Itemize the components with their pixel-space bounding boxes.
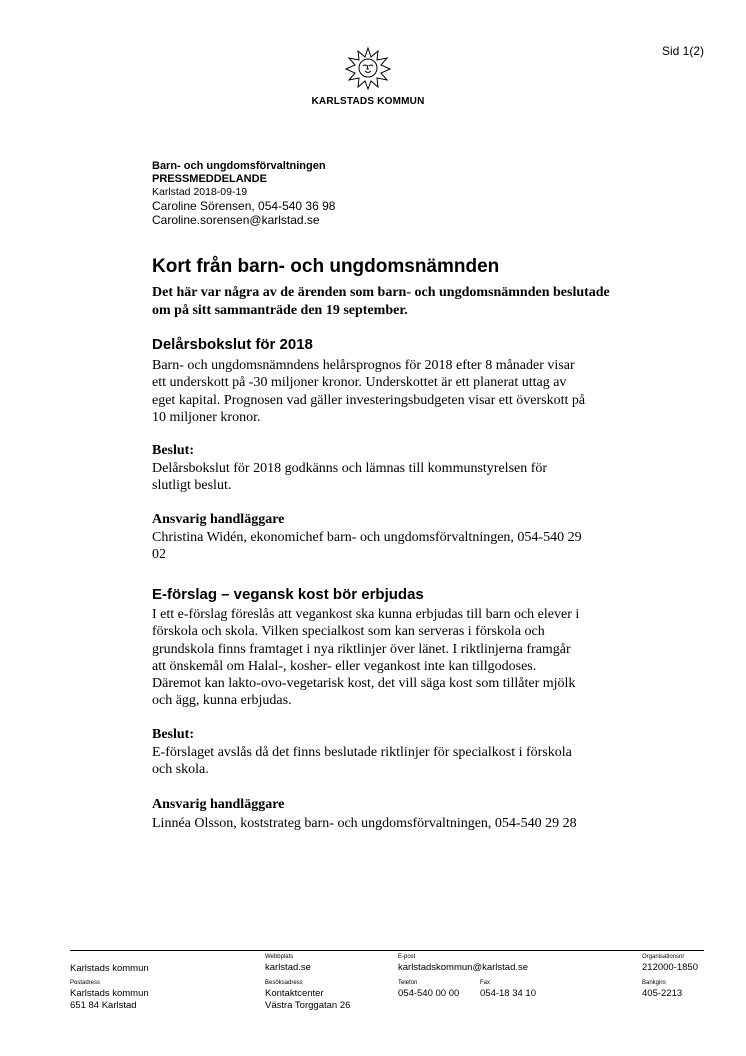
- decision-text: [152, 744, 622, 779]
- officer-label: Ansvarig handläggare: [152, 512, 285, 527]
- footer-orgnr-label: Organisationsnr: [642, 954, 685, 960]
- decision-label: Beslut:: [152, 727, 194, 742]
- footer-fax: 054-18 34 10: [480, 988, 536, 999]
- body-line: grundskola finns framtaget i nya riktlinjer över länet. I riktlinjerna framgår: [152, 641, 571, 657]
- header-logo: [298, 46, 438, 107]
- footer-orgnr: 212000-1850: [642, 962, 698, 973]
- footer-visit-label: Besöksadress: [265, 980, 303, 986]
- body-line: eget kapital. Prognosen vad gäller investeringsbudgeten visar ett överskott på: [152, 392, 586, 408]
- footer-visit-line1: Kontaktcenter: [265, 988, 324, 999]
- decision-text: [152, 460, 622, 495]
- org-name: KARLSTADS KOMMUN: [311, 96, 425, 107]
- decision-line: E-förslaget avslås då det finns beslutade riktlinjer för specialkost i förskola: [152, 745, 572, 760]
- officer-line: Christina Widén, ekonomichef barn- och ungdomsförvaltningen, 054-540 29: [152, 530, 582, 545]
- footer-post-line1: Karlstads kommun: [70, 988, 149, 999]
- sender-block: [152, 160, 335, 227]
- officer-label: Ansvarig handläggare: [152, 797, 285, 812]
- footer-divider: [70, 950, 704, 951]
- footer-phone-label: Telefon: [398, 980, 418, 986]
- contact-email: Caroline.sorensen@karlstad.se: [152, 213, 320, 227]
- section-body: [152, 357, 622, 426]
- place-date: Karlstad 2018-09-19: [152, 186, 248, 198]
- footer-bankgiro-label: Bankgiro: [642, 980, 666, 986]
- page-number: Sid 1(2): [661, 44, 704, 58]
- decision-line: slutligt beslut.: [152, 478, 232, 494]
- page-title: Kort från barn- och ungdomsnämnden: [152, 256, 500, 277]
- officer-text: [152, 815, 622, 832]
- section-heading: E-förslag – vegansk kost bör erbjudas: [152, 586, 424, 603]
- body-line: Barn- och ungdomsnämndens helårsprognos för 2018 efter 8 månader visar: [152, 358, 575, 373]
- body-line: att önskemål om Halal-, kosher- eller vegankost inte kan tillgodoses.: [152, 658, 537, 674]
- decision-label: Beslut:: [152, 443, 194, 458]
- body-line: I ett e-förslag föreslås att vegankost ska kunna erbjudas till barn och elever i: [152, 607, 580, 622]
- footer-phone: 054-540 00 00: [398, 988, 460, 999]
- officer-line: 02: [152, 547, 166, 563]
- body-line: ett underskott på -30 miljoner kronor. Underskottet är ett planerat uttag av: [152, 375, 567, 391]
- footer-visit-line2: Västra Torggatan 26: [265, 1000, 351, 1011]
- footer-web: karlstad.se: [265, 962, 311, 973]
- department: Barn- och ungdomsförvaltningen: [152, 160, 326, 172]
- body-line: Däremot kan lakto-ovo-vegetarisk kost, det vill säga kost som tillåter mjölk: [152, 676, 576, 692]
- sun-logo-icon: [344, 46, 392, 90]
- footer-org: Karlstads kommun: [70, 963, 149, 974]
- body-line: 10 miljoner kronor.: [152, 409, 261, 425]
- doc-type: PRESSMEDDELANDE: [152, 173, 267, 185]
- footer-post-line2: 651 84 Karlstad: [70, 1000, 137, 1011]
- footer-email-label: E-post: [398, 954, 416, 960]
- section-body: [152, 606, 622, 710]
- footer-bankgiro: 405-2213: [642, 988, 683, 999]
- footer-web-label: Webbplats: [265, 954, 294, 960]
- intro-text: Det här var några av de ärenden som barn- och ungdomsnämnden beslutade om på sitt sammanträde den 19 september.: [152, 285, 610, 318]
- footer-post-label: Postadress: [70, 980, 101, 986]
- body-line: förskola och skola. Vilken specialkost som kan serveras i förskola och: [152, 624, 545, 640]
- decision-line: Delårsbokslut för 2018 godkänns och lämnas till kommunstyrelsen för: [152, 461, 548, 476]
- section-heading: Delårsbokslut för 2018: [152, 336, 313, 353]
- decision-line: och skola.: [152, 762, 209, 778]
- contact-person: Caroline Sörensen, 054-540 36 98: [152, 199, 336, 213]
- body-line: och ägg, kunna erbjudas.: [152, 693, 292, 709]
- footer-email: karlstadskommun@karlstad.se: [398, 962, 529, 973]
- officer-line: Linnéa Olsson, koststrateg barn- och ungdomsförvaltningen, 054-540 29 28: [152, 816, 577, 831]
- officer-text: [152, 529, 622, 564]
- footer-fax-label: Fax: [480, 980, 491, 986]
